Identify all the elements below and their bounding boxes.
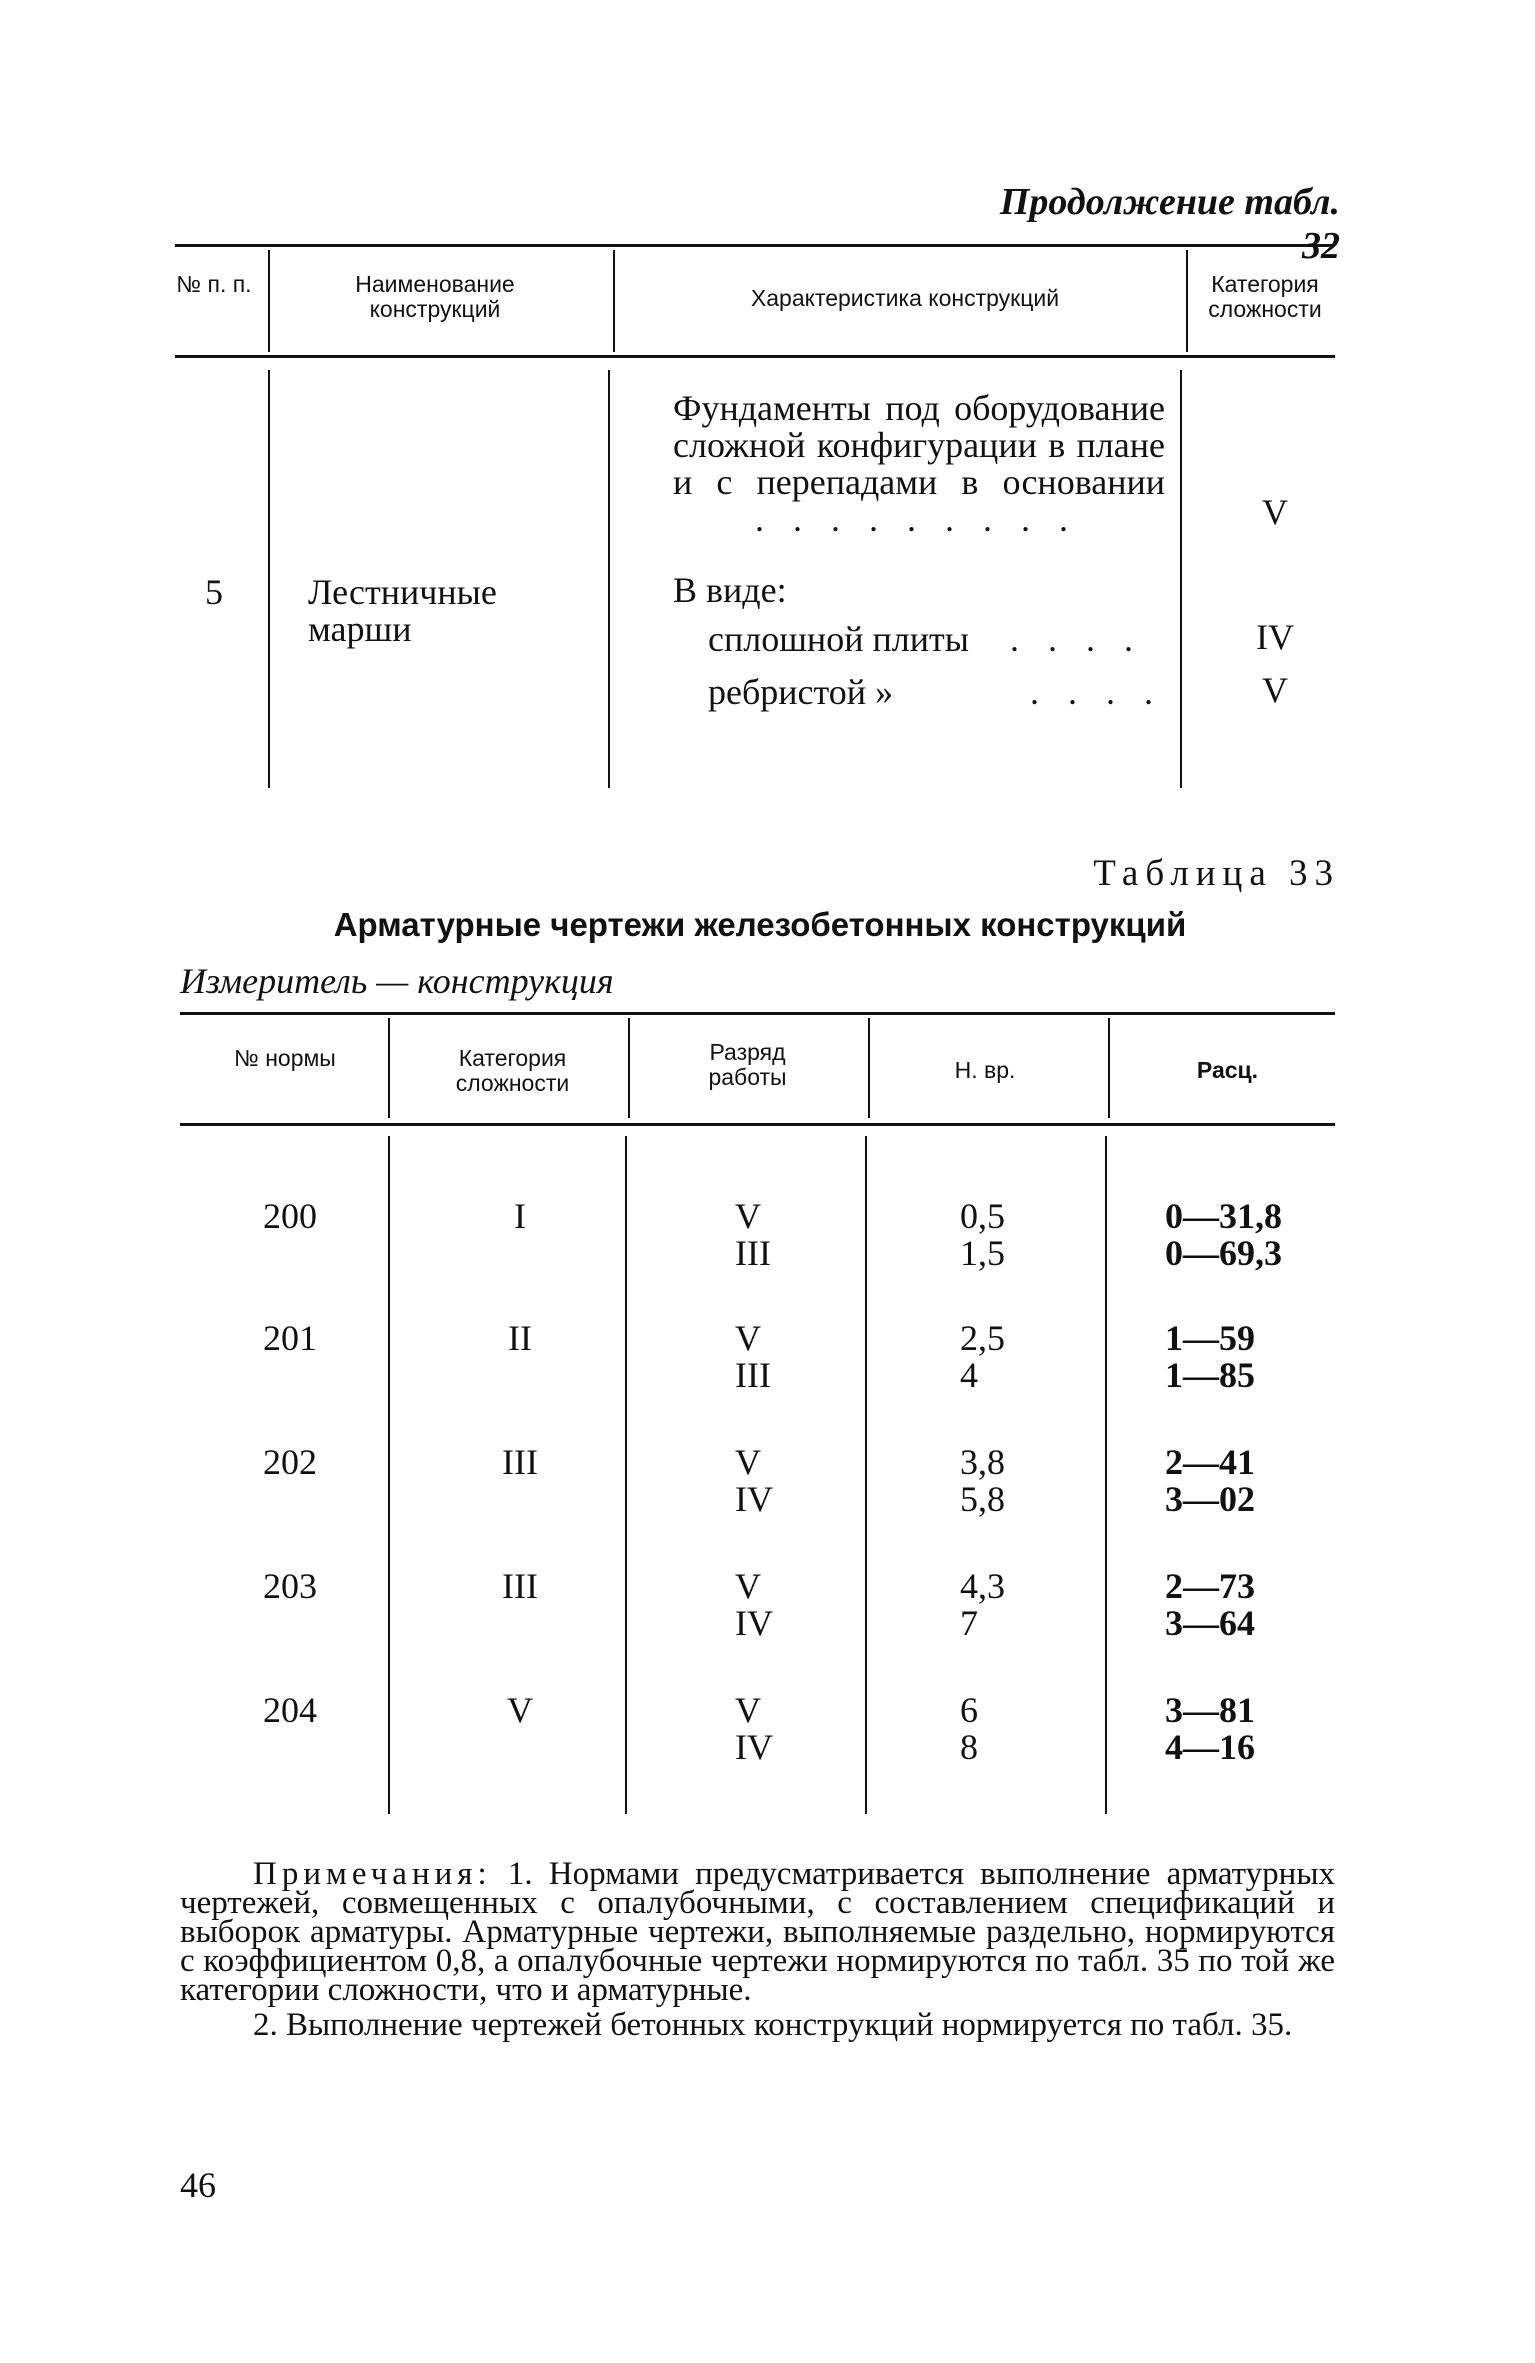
table32-header-category: Категория сложности — [1208, 271, 1322, 322]
table32-characteristic: сплошной плиты — [708, 619, 969, 659]
table33-title: Арматурные чертежи железобетонных конструкций — [333, 906, 1187, 943]
work-grade: V III — [735, 1196, 771, 1273]
norm-number: 200 — [263, 1196, 317, 1236]
table33-divider — [388, 1136, 390, 1814]
rate: 3—81 4—16 — [1165, 1690, 1255, 1767]
table32-dot-leader: . . . . . . . . . — [755, 499, 1078, 539]
complexity-category: III — [502, 1566, 538, 1606]
table32-divider — [268, 370, 270, 788]
table33-divider — [868, 1018, 870, 1118]
work-grade: V III — [735, 1318, 771, 1395]
table33-divider — [625, 1136, 627, 1814]
complexity-category: I — [514, 1196, 526, 1236]
page-number: 46 — [180, 2165, 216, 2205]
work-grade: V IV — [735, 1690, 773, 1767]
table33-divider — [865, 1136, 867, 1814]
note-2: 2. Выполнение чертежей бетонных конструкций нормируется по табл. 35. — [253, 2007, 1293, 2043]
table33-measure: Измеритель — конструкция — [180, 961, 614, 1001]
table32-characteristic: Фундаменты под оборудование сложной конфигурации в плане и с перепадами в основании — [673, 388, 1165, 502]
table32-dot-leader: . . . . — [1010, 619, 1143, 659]
table33-divider — [628, 1018, 630, 1118]
table32-divider — [608, 370, 610, 788]
table33-divider — [388, 1018, 390, 1118]
rate: 2—73 3—64 — [1165, 1566, 1255, 1643]
time-norm: 2,5 4 — [960, 1318, 1005, 1395]
table32-header-number: № п. п. — [176, 271, 252, 297]
table33-header-rate: Расц. — [1196, 1057, 1259, 1083]
table32-characteristic: ребристой » — [708, 672, 894, 712]
norm-number: 204 — [263, 1690, 317, 1730]
note-1 — [180, 1856, 1336, 2008]
complexity-category: II — [508, 1318, 532, 1358]
table32-category: V — [1262, 670, 1288, 710]
table32-category: V — [1262, 492, 1288, 532]
time-norm: 4,3 7 — [960, 1566, 1005, 1643]
table33-header-rule — [180, 1123, 1335, 1126]
time-norm: 6 8 — [960, 1690, 978, 1767]
table32-divider — [268, 250, 270, 352]
table32-category: IV — [1256, 617, 1294, 657]
table33-header-time: Н. вр. — [954, 1057, 1016, 1083]
table33-top-rule — [180, 1012, 1335, 1015]
complexity-category: V — [507, 1690, 533, 1730]
table32-header-rule — [175, 355, 1335, 358]
table32-row-name: Лестничные марши — [308, 572, 497, 649]
table32-divider — [1186, 250, 1188, 352]
time-norm: 0,5 1,5 — [960, 1196, 1005, 1273]
table32-characteristic: В виде: — [673, 570, 787, 610]
norm-number: 202 — [263, 1442, 317, 1482]
table32-row-number: 5 — [205, 572, 223, 612]
time-norm: 3,8 5,8 — [960, 1442, 1005, 1519]
rate: 1—59 1—85 — [1165, 1318, 1255, 1395]
table33-divider — [1108, 1018, 1110, 1118]
table33-header-norm: № нормы — [234, 1045, 336, 1071]
table32-header-characteristics: Характеристика конструкций — [750, 285, 1060, 311]
notes — [180, 1856, 1336, 2043]
table33-label: Таблица 33 — [1093, 853, 1340, 894]
rate: 2—41 3—02 — [1165, 1442, 1255, 1519]
table33-header-category: Категория сложности — [455, 1045, 570, 1096]
notes-label: Примечания: — [253, 1856, 492, 1892]
norm-number: 201 — [263, 1318, 317, 1358]
table32-divider — [613, 250, 615, 352]
complexity-category: III — [502, 1442, 538, 1482]
continuation-label: Продолжение табл. 32 — [999, 181, 1340, 267]
table33-divider — [1105, 1136, 1107, 1814]
norm-number: 203 — [263, 1566, 317, 1606]
table33-header-grade: Разряд работы — [708, 1039, 787, 1090]
table32-divider — [1180, 370, 1182, 788]
note-text: 1. Нормами предусматривается выполнение арматурных чертежей, совмещенных с опалубочными, с составлением спецификаций и выборок арматуры. Арматурные чертежи, выполняемые раздельно, нормируются с коэффициентом 0,8, а опалубочные чертежи нормируются по табл. 35 по той же категории сложности, что и арматурные. — [180, 1856, 1336, 2008]
work-grade: V IV — [735, 1442, 773, 1519]
table32-dot-leader: . . . . — [1030, 672, 1163, 712]
table32-header-name: Наименование конструкций — [355, 271, 515, 322]
work-grade: V IV — [735, 1566, 773, 1643]
rate: 0—31,8 0—69,3 — [1165, 1196, 1282, 1273]
table32-top-rule — [175, 244, 1335, 247]
